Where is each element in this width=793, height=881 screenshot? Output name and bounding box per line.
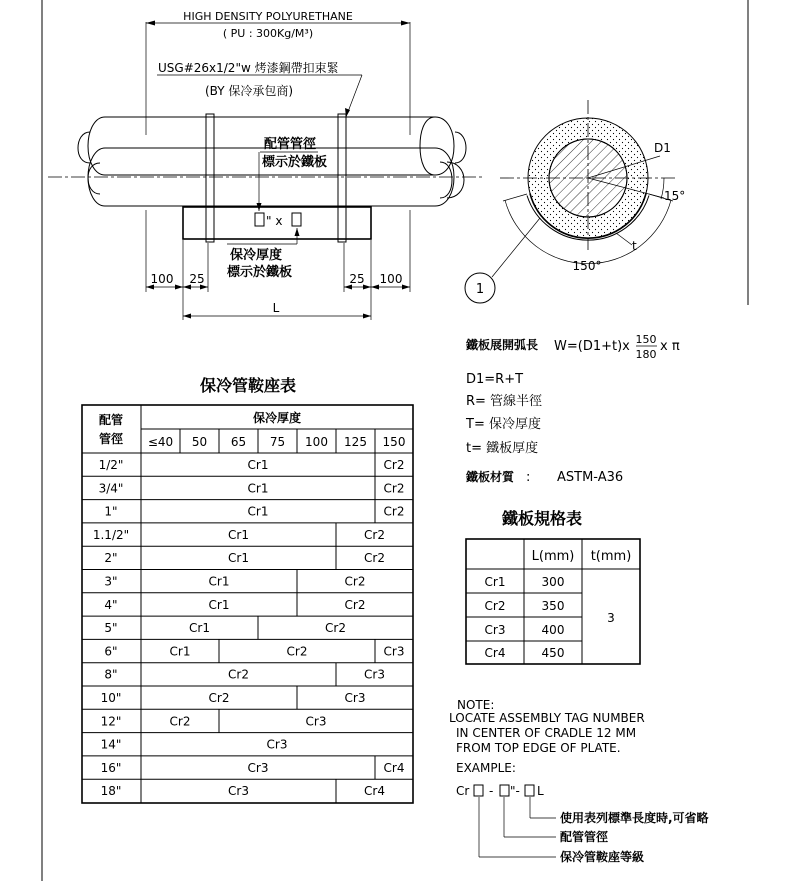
formula-w: W=(D1+t)x xyxy=(554,339,630,354)
leader-saddle-grade: 保冷管鞍座等級 xyxy=(560,850,645,864)
pipe-size: 5" xyxy=(104,621,118,636)
hdr-thk: 保冷厚度 xyxy=(252,411,302,425)
note-line-0: NOTE: xyxy=(457,698,495,712)
dim-L: L xyxy=(272,301,280,315)
note-block xyxy=(449,698,710,864)
code-inch: "- xyxy=(510,784,520,798)
saddle-grade-cell: Cr1 xyxy=(247,481,269,496)
saddle-grade-cell: Cr2 xyxy=(383,481,405,496)
plate-row-name: Cr4 xyxy=(484,646,506,660)
saddle-table-title: 保冷管鞍座表 xyxy=(199,376,297,395)
band-left xyxy=(206,114,214,242)
plate-row-L: 300 xyxy=(541,575,565,589)
plate-row-name: Cr2 xyxy=(484,599,506,613)
tag-thk-line1: 保冷厚度 xyxy=(230,248,283,263)
formula-line-0: D1=R+T xyxy=(466,372,524,387)
saddle-grade-cell: Cr1 xyxy=(169,644,191,659)
plate-row-name: Cr1 xyxy=(484,575,506,589)
code-dash: - xyxy=(489,784,494,798)
plate-table-title: 鐵板規格表 xyxy=(501,509,583,528)
tag-thk-line2: 標示於鐵板 xyxy=(227,265,293,280)
saddle-table xyxy=(82,405,413,803)
tag-pipe-line2: 標示於鐵板 xyxy=(262,155,328,170)
plate-hdr-t: t(mm) xyxy=(590,549,632,564)
saddle-grade-cell: Cr1 xyxy=(247,504,269,519)
pipe-size: 6" xyxy=(104,644,118,659)
plate-table xyxy=(466,539,640,664)
section-150deg: 150° xyxy=(572,259,602,273)
thickness-header: 150 xyxy=(382,435,406,449)
saddle-grade-cell: Cr2 xyxy=(383,504,405,519)
formula-line-3: t= 鐵板厚度 xyxy=(466,441,539,456)
code-cr: Cr xyxy=(456,784,470,798)
pipe-size: 14" xyxy=(100,737,122,752)
formula-suffix: x π xyxy=(660,339,680,354)
saddle-grade-cell: Cr1 xyxy=(228,551,249,566)
leader-pipe-size: 配管管徑 xyxy=(560,830,609,844)
pu-density: ( PU : 300Kg/M³) xyxy=(222,27,314,40)
code-L: L xyxy=(537,784,544,798)
pipe-size: 8" xyxy=(104,667,118,682)
formula-line-2: T= 保冷厚度 xyxy=(466,417,541,432)
pu-title: HIGH DENSITY POLYURETHANE xyxy=(183,10,353,23)
plate-t-value: 3 xyxy=(607,611,615,625)
formula-num: 150 xyxy=(635,333,657,346)
saddle-grade-cell: Cr2 xyxy=(286,644,308,659)
section-d1: D1 xyxy=(654,141,671,155)
saddle-grade-cell: Cr3 xyxy=(228,784,249,799)
saddle-grade-cell: Cr2 xyxy=(344,597,366,612)
thickness-header: 125 xyxy=(344,435,367,449)
material-value: ASTM-A36 xyxy=(557,470,624,485)
saddle-grade-cell: Cr2 xyxy=(383,458,405,472)
thickness-header: ≤40 xyxy=(147,435,174,449)
saddle-grade-cell: Cr3 xyxy=(266,737,288,752)
saddle-grade-cell: Cr2 xyxy=(344,574,366,589)
pipe-size: 1" xyxy=(104,504,118,519)
pipe-size: 4" xyxy=(104,597,118,612)
dim-100-left: 100 xyxy=(150,272,174,286)
formula-block xyxy=(465,333,680,485)
dim-25-right: 25 xyxy=(349,272,365,286)
note-line-4: EXAMPLE: xyxy=(456,761,516,775)
band-spec: USG#26x1/2"w 烤漆鋼帶扣束緊 xyxy=(158,61,339,75)
saddle-grade-cell: Cr4 xyxy=(364,784,385,799)
section-15deg: 15° xyxy=(664,189,686,203)
thickness-header: 65 xyxy=(230,435,247,449)
saddle-grade-cell: Cr3 xyxy=(305,714,327,729)
saddle-grade-cell: Cr1 xyxy=(247,458,269,472)
plate-row-L: 450 xyxy=(541,646,565,660)
formula-den: 180 xyxy=(635,348,657,361)
section-t: t xyxy=(632,239,637,253)
pipe-size: 3" xyxy=(104,574,118,589)
note-line-1: LOCATE ASSEMBLY TAG NUMBER xyxy=(449,711,645,725)
saddle-grade-cell: Cr3 xyxy=(247,760,269,775)
hdr-pipe-1: 配管 xyxy=(98,413,124,427)
hdr-pipe-2: 管徑 xyxy=(98,432,124,446)
pipe-size: 12" xyxy=(100,714,122,729)
elevation-view xyxy=(48,10,485,320)
band-right xyxy=(338,114,346,242)
band-by: (BY 保冷承包商) xyxy=(205,84,294,98)
thickness-header: 50 xyxy=(191,435,208,449)
saddle-grade-cell: Cr3 xyxy=(344,691,366,705)
saddle-grade-cell: Cr1 xyxy=(228,527,249,542)
saddle-grade-cell: Cr3 xyxy=(364,667,385,682)
thickness-header: 75 xyxy=(269,435,286,449)
tag-inch: " x xyxy=(266,214,283,228)
section-view xyxy=(465,100,685,303)
formula-label: 鐵板展開弧長 xyxy=(466,338,539,352)
saddle-grade-cell: Cr4 xyxy=(383,760,405,775)
material-colon: : xyxy=(526,470,531,485)
pipe-size: 3/4" xyxy=(98,481,124,496)
section-balloon: 1 xyxy=(475,282,485,297)
saddle-grade-cell: Cr2 xyxy=(228,667,249,682)
plate-row-L: 350 xyxy=(541,599,565,613)
thickness-header: 100 xyxy=(305,435,328,449)
pipe-size: 1/2" xyxy=(98,458,124,472)
plate-hdr-L: L(mm) xyxy=(531,549,575,564)
saddle-grade-cell: Cr1 xyxy=(208,597,230,612)
saddle-grade-cell: Cr2 xyxy=(169,714,191,729)
saddle-grade-cell: Cr2 xyxy=(364,527,385,542)
plate-row-name: Cr3 xyxy=(484,623,506,637)
saddle-grade-cell: Cr1 xyxy=(189,621,210,636)
tag-pipe-line1: 配管管徑 xyxy=(264,137,317,152)
pipe-size: 2" xyxy=(104,551,118,566)
pipe-size: 16" xyxy=(100,760,122,775)
pipe-size: 18" xyxy=(100,784,122,799)
leader-optional: 使用表列標準長度時,可省略 xyxy=(560,811,709,825)
pipe-size: 1.1/2" xyxy=(92,527,130,542)
note-line-2: IN CENTER OF CRADLE 12 MM xyxy=(456,726,637,740)
pipe-size: 10" xyxy=(100,691,122,705)
saddle-grade-cell: Cr2 xyxy=(325,621,346,636)
saddle-grade-cell: Cr1 xyxy=(208,574,230,589)
dim-25-left: 25 xyxy=(189,272,205,286)
plate-row-L: 400 xyxy=(541,623,565,637)
note-line-3: FROM TOP EDGE OF PLATE. xyxy=(456,741,621,755)
saddle-grade-cell: Cr3 xyxy=(383,644,405,659)
saddle-grade-cell: Cr2 xyxy=(208,691,230,705)
formula-line-1: R= 管線半徑 xyxy=(466,394,543,409)
dim-100-right: 100 xyxy=(379,272,403,286)
material-label: 鐵板材質 xyxy=(466,470,515,484)
saddle-grade-cell: Cr2 xyxy=(364,551,385,566)
